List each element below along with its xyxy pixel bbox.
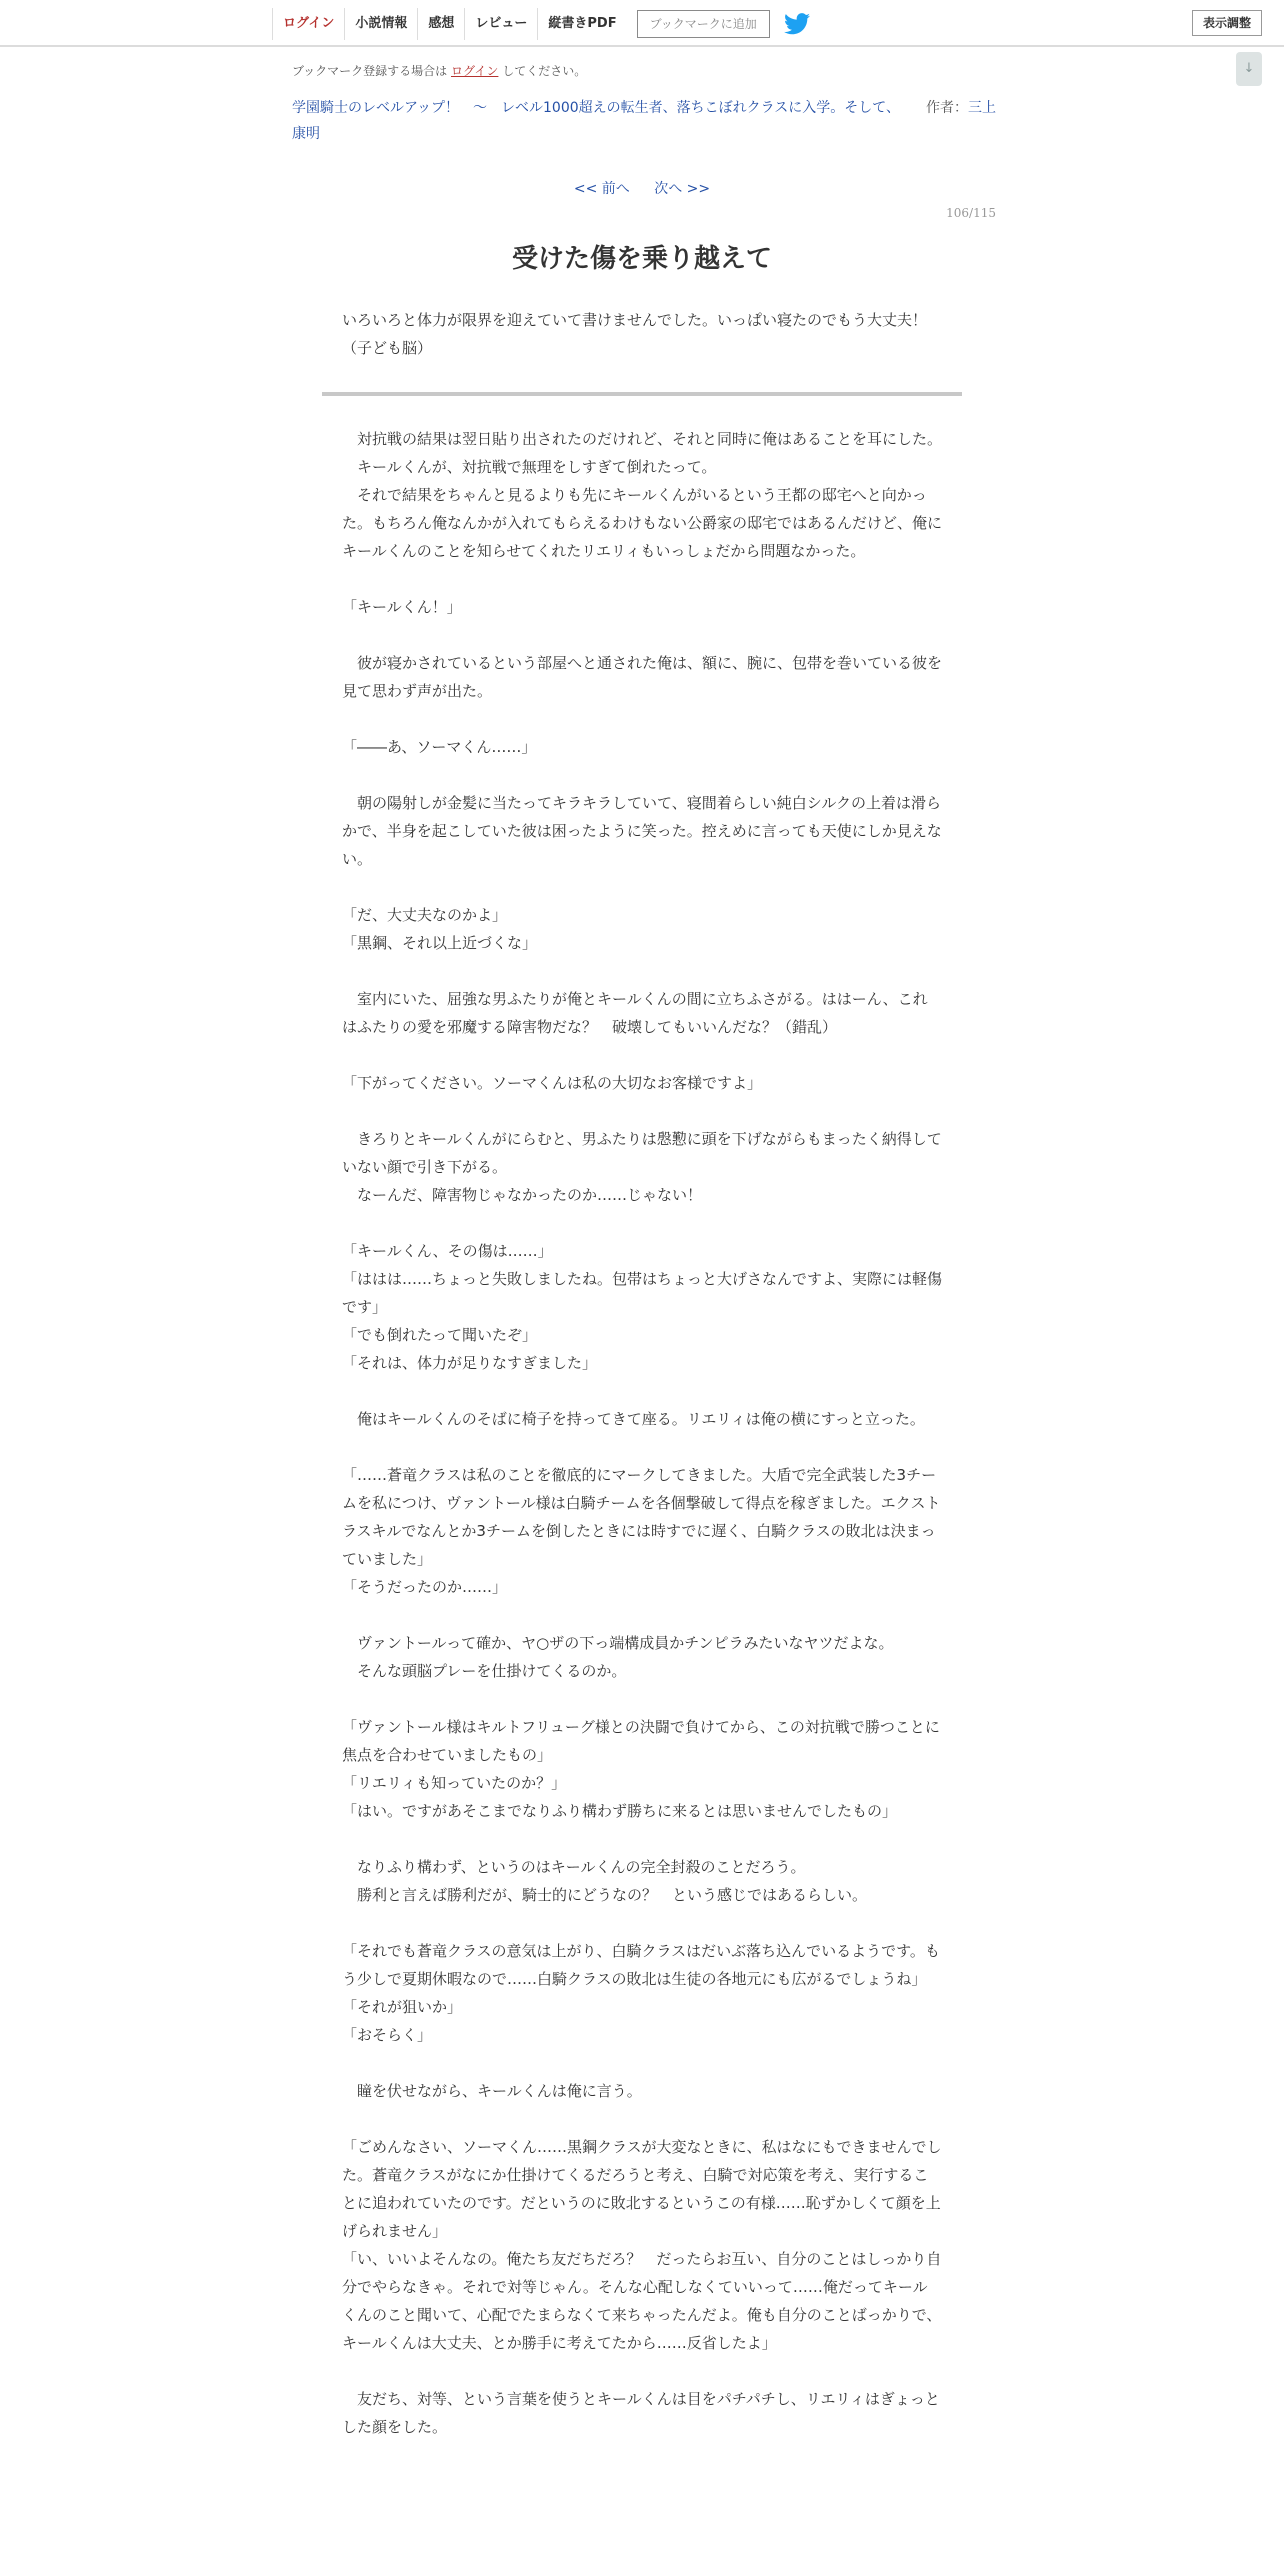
body-paragraph: 「でも倒れたって聞いたぞ」 (342, 1326, 538, 1344)
body-paragraph: ヴァントールって確か、ヤ○ザの下っ端構成員かチンピラみたいなヤツだよな。 (342, 1634, 894, 1652)
body-blank-line (342, 2049, 942, 2077)
body-blank-line (342, 873, 942, 901)
prev-chapter-link[interactable]: << 前へ (573, 181, 630, 197)
nav-login-link[interactable]: ログイン (272, 8, 344, 40)
body-paragraph: なーんだ、障害物じゃなかったのか……じゃない！ (342, 1186, 703, 1204)
body-paragraph: 「ははは……ちょっと失敗しましたね。包帯はちょっと大げさなんですよ、実際には軽傷です」 (342, 1270, 943, 1316)
nav-review-link[interactable]: レビュー (464, 8, 537, 40)
body-paragraph: なりふり構わず、というのはキールくんの完全封殺のことだろう。 (342, 1858, 806, 1876)
nav-impressions-link[interactable]: 感想 (417, 8, 464, 40)
body-blank-line (342, 1601, 942, 1629)
body-paragraph: 「キールくん！」 (342, 598, 462, 616)
body-blank-line (342, 1377, 942, 1405)
body-paragraph: 「はい。ですがあそこまでなりふり構わず勝ちに来るとは思いませんでしたもの」 (342, 1802, 898, 1820)
series-header (292, 95, 998, 147)
body-paragraph: 瞳を伏せながら、キールくんは俺に言う。 (342, 2082, 642, 2100)
body-paragraph: 室内にいた、屈強な男ふたりが俺とキールくんの間に立ちふさがる。ははーん、これはふたりの愛を邪魔する障害物だな？ 破壊してもいいんだな？（錯乱） (342, 990, 928, 1036)
body-blank-line (342, 957, 942, 985)
body-paragraph: 「下がってください。ソーマくんは私の大切なお客様ですよ」 (342, 1074, 763, 1092)
body-paragraph: 友だち、対等、という言葉を使うとキールくんは目をパチパチし、リエリィはぎょっとした顔をした。 (342, 2390, 940, 2436)
author-label: 作者： (925, 100, 968, 116)
chapter-title: 受けた傷を乗り越えて (511, 244, 772, 274)
body-paragraph: 「だ、大丈夫なのかよ」 (342, 906, 508, 924)
body-blank-line (342, 1041, 942, 1069)
body-paragraph: 彼が寝かされているという部屋へと通された俺は、額に、腕に、包帯を巻いている彼を見て思わず声が出た。 (342, 654, 943, 700)
chapter-body (342, 425, 942, 2441)
add-bookmark-button[interactable]: ブックマークに追加 (637, 10, 770, 38)
body-paragraph: それで結果をちゃんと見るよりも先にキールくんがいるという王都の邸宅へと向かった。もちろん俺なんかが入れてもらえるわけもない公爵家の邸宅ではあるんだけど、俺にキールくんのことを知らせてくれたリエリィもいっしょだから問題なかった。 (342, 486, 943, 560)
chapter-preface: いろいろと体力が限界を迎えていて書けませんでした。いっぱい寝たのでもう大丈夫！（子ども脳） (342, 311, 928, 357)
body-blank-line (342, 761, 942, 789)
scroll-down-tab[interactable]: ↓ (1236, 52, 1262, 86)
body-paragraph: 「……蒼竜クラスは私のことを徹底的にマークしてきました。大盾で完全武装した3チームを私につけ、ヴァントール様は白騎チームを各個撃破して得点を稼ぎました。エクストラスキルでなんとか3チームを倒したときには時すでに遅く、白騎クラスの敗北は決まっていました」 (342, 1466, 941, 1568)
body-blank-line (342, 1685, 942, 1713)
nav-vertical-pdf-link[interactable]: 縦書きPDF (537, 8, 626, 40)
body-paragraph: 対抗戦の結果は翌日貼り出されたのだけれど、それと同時に俺はあることを耳にした。 (342, 430, 943, 448)
body-paragraph: 「それが狙いか」 (342, 1998, 463, 2016)
body-blank-line (342, 705, 942, 733)
body-paragraph: 「それでも蒼竜クラスの意気は上がり、白騎クラスはだいぶ落ち込んでいるようです。もう少しで夏期休暇なので……白騎クラスの敗北は生徒の各地元にも広がるでしょうね」 (342, 1942, 940, 1988)
author-link[interactable]: 三上康明 (292, 100, 996, 142)
body-paragraph: 「黒鋼、それ以上近づくな」 (342, 934, 538, 952)
series-title-link[interactable]: 学園騎士のレベルアップ！ ～ レベル1000超えの転生者、落ちこぼれクラスに入学。そして、 (292, 100, 900, 116)
notice-login-link[interactable]: ログイン (451, 64, 499, 78)
body-blank-line (342, 1209, 942, 1237)
body-paragraph: 「おそらく」 (342, 2026, 433, 2044)
display-settings-button[interactable]: 表示調整 (1192, 10, 1262, 36)
body-paragraph: 「ヴァントール様はキルトフリューグ様との決闘で負けてから、この対抗戦で勝つことに焦点を合わせていましたもの」 (342, 1718, 940, 1764)
body-paragraph: そんな頭脳プレーを仕掛けてくるのか。 (342, 1662, 627, 1680)
body-blank-line (342, 565, 942, 593)
top-header (0, 0, 1284, 47)
body-paragraph: 「ごめんなさい、ソーマくん……黒鋼クラスが大変なときに、私はなにもできませんでした。蒼竜クラスがなにか仕掛けてくるだろうと考え、白騎で対応策を考え、実行することに追われていたのです。だというのに敗北するというこの有様……恥ずかしくて顔を上げられません」 (342, 2138, 942, 2240)
body-paragraph: 勝利と言えば勝利だが、騎士的にどうなの？ という感じではあるらしい。 (342, 1886, 868, 1904)
body-blank-line (342, 1433, 942, 1461)
body-paragraph: 俺はキールくんのそばに椅子を持ってきて座る。リエリィは俺の横にすっと立った。 (342, 1410, 925, 1428)
body-blank-line (342, 621, 942, 649)
top-nav (272, 8, 810, 40)
body-paragraph: 「リエリィも知っていたのか？」 (342, 1774, 567, 1792)
body-paragraph: 「キールくん、その傷は……」 (342, 1242, 553, 1260)
body-paragraph: 「――あ、ソーマくん……」 (342, 738, 537, 756)
body-paragraph: きろりとキールくんがにらむと、男ふたりは慇懃に頭を下げながらもまったく納得していない顔で引き下がる。 (342, 1130, 942, 1176)
body-blank-line (342, 2105, 942, 2133)
body-paragraph: 「それは、体力が足りなすぎました」 (342, 1354, 598, 1372)
body-paragraph: 「そうだったのか……」 (342, 1578, 508, 1596)
twitter-bird-icon[interactable] (784, 13, 810, 35)
body-paragraph: 朝の陽射しが金髪に当たってキラキラしていて、寝間着らしい純白シルクの上着は滑らかで、半身を起こしていた彼は困ったように笑った。控えめに言っても天使にしか見えない。 (342, 794, 942, 868)
body-paragraph: 「い、いいよそんなの。俺たち友だちだろ？ だったらお互い、自分のことはしっかり自分でやらなきゃ。それで対等じゃん。そんな心配しなくていいって……俺だってキールくんのこと聞いて、心配でたまらなくて来ちゃったんだよ。俺も自分のことばっかりで、キールくんは大丈夫、とか勝手に考えてたから……反省したよ」 (342, 2250, 942, 2352)
chapter-page-count: 106/115 (946, 206, 996, 220)
body-paragraph: キールくんが、対抗戦で無理をしすぎて倒れたって。 (342, 458, 717, 476)
body-blank-line (342, 1097, 942, 1125)
notice-suffix: してください。 (502, 64, 587, 78)
chapter-pager (0, 178, 1284, 198)
body-blank-line (342, 2357, 942, 2385)
body-blank-line (342, 1825, 942, 1853)
next-chapter-link[interactable]: 次へ >> (654, 181, 711, 197)
bookmark-login-notice (292, 62, 586, 79)
nav-novel-info-link[interactable]: 小説情報 (344, 8, 417, 40)
notice-prefix: ブックマーク登録する場合は (292, 64, 448, 78)
body-blank-line (342, 1909, 942, 1937)
preface-divider (322, 392, 962, 396)
